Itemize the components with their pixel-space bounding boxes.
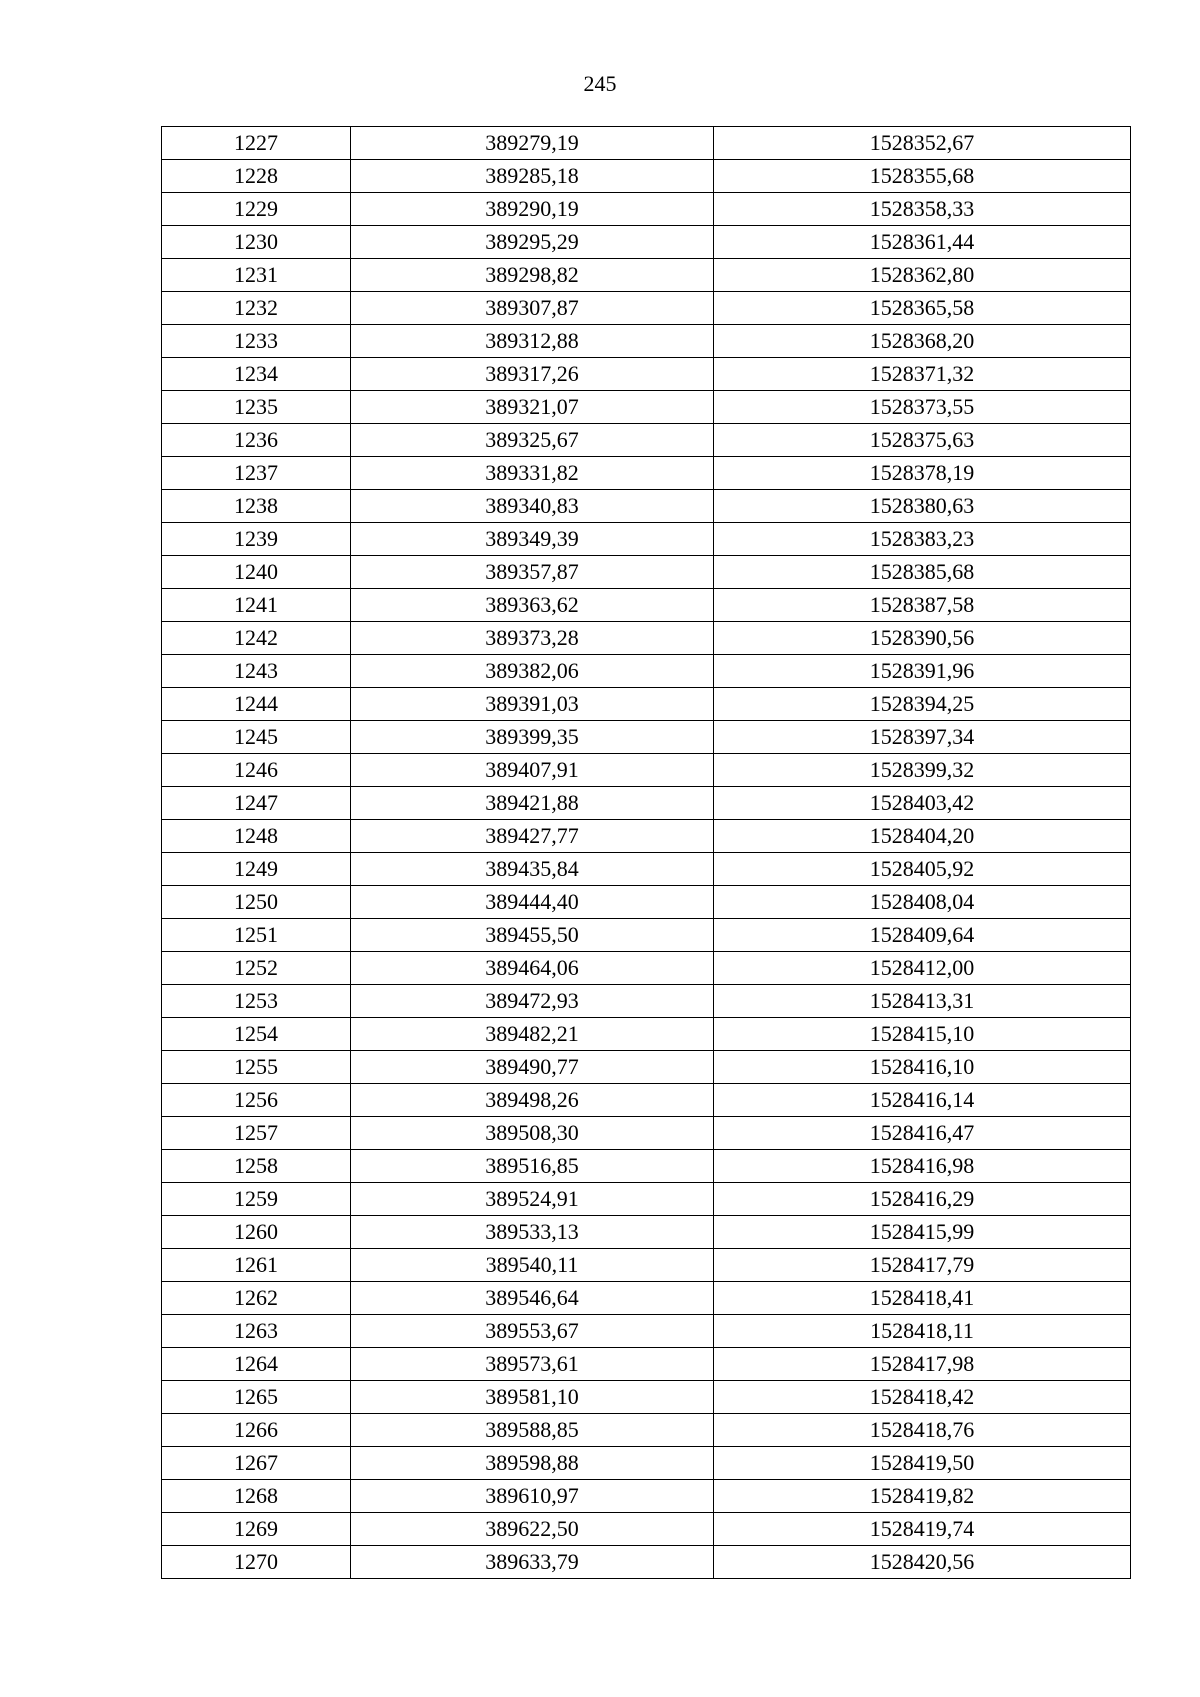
point-number-cell: 1259 — [162, 1183, 351, 1216]
y-coordinate-cell: 1528417,98 — [714, 1348, 1131, 1381]
x-coordinate-cell: 389482,21 — [351, 1018, 714, 1051]
y-coordinate-cell: 1528405,92 — [714, 853, 1131, 886]
y-coordinate-cell: 1528417,79 — [714, 1249, 1131, 1282]
y-coordinate-cell: 1528418,41 — [714, 1282, 1131, 1315]
point-number-cell: 1268 — [162, 1480, 351, 1513]
x-coordinate-cell: 389373,28 — [351, 622, 714, 655]
point-number-cell: 1243 — [162, 655, 351, 688]
x-coordinate-cell: 389472,93 — [351, 985, 714, 1018]
table-row — [162, 556, 1131, 589]
x-coordinate-cell: 389588,85 — [351, 1414, 714, 1447]
point-number-cell: 1229 — [162, 193, 351, 226]
x-coordinate-cell: 389464,06 — [351, 952, 714, 985]
table-row — [162, 1447, 1131, 1480]
point-number-cell: 1239 — [162, 523, 351, 556]
x-coordinate-cell: 389285,18 — [351, 160, 714, 193]
point-number-cell: 1254 — [162, 1018, 351, 1051]
point-number-cell: 1249 — [162, 853, 351, 886]
point-number-cell: 1257 — [162, 1117, 351, 1150]
x-coordinate-cell: 389382,06 — [351, 655, 714, 688]
x-coordinate-cell: 389490,77 — [351, 1051, 714, 1084]
y-coordinate-cell: 1528412,00 — [714, 952, 1131, 985]
table-row — [162, 622, 1131, 655]
point-number-cell: 1233 — [162, 325, 351, 358]
table-row — [162, 1117, 1131, 1150]
page-number: 245 — [583, 71, 617, 96]
y-coordinate-cell: 1528383,23 — [714, 523, 1131, 556]
table-row — [162, 424, 1131, 457]
point-number-cell: 1253 — [162, 985, 351, 1018]
y-coordinate-cell: 1528415,10 — [714, 1018, 1131, 1051]
x-coordinate-cell: 389290,19 — [351, 193, 714, 226]
y-coordinate-cell: 1528403,42 — [714, 787, 1131, 820]
y-coordinate-cell: 1528373,55 — [714, 391, 1131, 424]
point-number-cell: 1264 — [162, 1348, 351, 1381]
x-coordinate-cell: 389407,91 — [351, 754, 714, 787]
y-coordinate-cell: 1528418,11 — [714, 1315, 1131, 1348]
point-number-cell: 1241 — [162, 589, 351, 622]
x-coordinate-cell: 389553,67 — [351, 1315, 714, 1348]
table-row — [162, 1084, 1131, 1117]
table-row — [162, 886, 1131, 919]
point-number-cell: 1238 — [162, 490, 351, 523]
table-row — [162, 1183, 1131, 1216]
y-coordinate-cell: 1528413,31 — [714, 985, 1131, 1018]
table-row — [162, 589, 1131, 622]
x-coordinate-cell: 389399,35 — [351, 721, 714, 754]
y-coordinate-cell: 1528391,96 — [714, 655, 1131, 688]
table-row — [162, 1348, 1131, 1381]
x-coordinate-cell: 389633,79 — [351, 1546, 714, 1579]
table-row — [162, 1315, 1131, 1348]
x-coordinate-cell: 389325,67 — [351, 424, 714, 457]
y-coordinate-cell: 1528378,19 — [714, 457, 1131, 490]
point-number-cell: 1270 — [162, 1546, 351, 1579]
point-number-cell: 1245 — [162, 721, 351, 754]
table-row — [162, 853, 1131, 886]
x-coordinate-cell: 389598,88 — [351, 1447, 714, 1480]
table-row — [162, 391, 1131, 424]
point-number-cell: 1255 — [162, 1051, 351, 1084]
x-coordinate-cell: 389498,26 — [351, 1084, 714, 1117]
table-row — [162, 1282, 1131, 1315]
y-coordinate-cell: 1528387,58 — [714, 589, 1131, 622]
y-coordinate-cell: 1528365,58 — [714, 292, 1131, 325]
point-number-cell: 1248 — [162, 820, 351, 853]
y-coordinate-cell: 1528394,25 — [714, 688, 1131, 721]
x-coordinate-cell: 389421,88 — [351, 787, 714, 820]
point-number-cell: 1236 — [162, 424, 351, 457]
table-row — [162, 1381, 1131, 1414]
point-number-cell: 1234 — [162, 358, 351, 391]
y-coordinate-cell: 1528416,47 — [714, 1117, 1131, 1150]
point-number-cell: 1232 — [162, 292, 351, 325]
x-coordinate-cell: 389516,85 — [351, 1150, 714, 1183]
y-coordinate-cell: 1528404,20 — [714, 820, 1131, 853]
coordinates-table — [161, 126, 1131, 1579]
table-row — [162, 721, 1131, 754]
table-row — [162, 490, 1131, 523]
point-number-cell: 1235 — [162, 391, 351, 424]
point-number-cell: 1242 — [162, 622, 351, 655]
x-coordinate-cell: 389317,26 — [351, 358, 714, 391]
y-coordinate-cell: 1528368,20 — [714, 325, 1131, 358]
y-coordinate-cell: 1528418,42 — [714, 1381, 1131, 1414]
y-coordinate-cell: 1528361,44 — [714, 226, 1131, 259]
x-coordinate-cell: 389455,50 — [351, 919, 714, 952]
point-number-cell: 1263 — [162, 1315, 351, 1348]
y-coordinate-cell: 1528390,56 — [714, 622, 1131, 655]
y-coordinate-cell: 1528375,63 — [714, 424, 1131, 457]
table-row — [162, 457, 1131, 490]
y-coordinate-cell: 1528419,82 — [714, 1480, 1131, 1513]
table-row — [162, 523, 1131, 556]
x-coordinate-cell: 389312,88 — [351, 325, 714, 358]
x-coordinate-cell: 389331,82 — [351, 457, 714, 490]
table-row — [162, 787, 1131, 820]
point-number-cell: 1227 — [162, 127, 351, 160]
y-coordinate-cell: 1528418,76 — [714, 1414, 1131, 1447]
table-row — [162, 1150, 1131, 1183]
point-number-cell: 1247 — [162, 787, 351, 820]
table-row — [162, 754, 1131, 787]
table-row — [162, 1480, 1131, 1513]
x-coordinate-cell: 389298,82 — [351, 259, 714, 292]
point-number-cell: 1251 — [162, 919, 351, 952]
point-number-cell: 1261 — [162, 1249, 351, 1282]
table-row — [162, 1018, 1131, 1051]
x-coordinate-cell: 389573,61 — [351, 1348, 714, 1381]
x-coordinate-cell: 389295,29 — [351, 226, 714, 259]
point-number-cell: 1250 — [162, 886, 351, 919]
table-row — [162, 688, 1131, 721]
y-coordinate-cell: 1528416,10 — [714, 1051, 1131, 1084]
coordinates-table-body — [162, 127, 1131, 1579]
point-number-cell: 1231 — [162, 259, 351, 292]
y-coordinate-cell: 1528399,32 — [714, 754, 1131, 787]
x-coordinate-cell: 389508,30 — [351, 1117, 714, 1150]
x-coordinate-cell: 389279,19 — [351, 127, 714, 160]
x-coordinate-cell: 389533,13 — [351, 1216, 714, 1249]
table-row — [162, 358, 1131, 391]
x-coordinate-cell: 389610,97 — [351, 1480, 714, 1513]
y-coordinate-cell: 1528355,68 — [714, 160, 1131, 193]
x-coordinate-cell: 389444,40 — [351, 886, 714, 919]
y-coordinate-cell: 1528352,67 — [714, 127, 1131, 160]
table-row — [162, 952, 1131, 985]
y-coordinate-cell: 1528380,63 — [714, 490, 1131, 523]
y-coordinate-cell: 1528408,04 — [714, 886, 1131, 919]
point-number-cell: 1262 — [162, 1282, 351, 1315]
point-number-cell: 1256 — [162, 1084, 351, 1117]
y-coordinate-cell: 1528362,80 — [714, 259, 1131, 292]
table-row — [162, 1546, 1131, 1579]
table-row — [162, 820, 1131, 853]
x-coordinate-cell: 389524,91 — [351, 1183, 714, 1216]
x-coordinate-cell: 389540,11 — [351, 1249, 714, 1282]
table-row — [162, 292, 1131, 325]
y-coordinate-cell: 1528419,74 — [714, 1513, 1131, 1546]
point-number-cell: 1244 — [162, 688, 351, 721]
table-row — [162, 226, 1131, 259]
point-number-cell: 1252 — [162, 952, 351, 985]
point-number-cell: 1260 — [162, 1216, 351, 1249]
y-coordinate-cell: 1528419,50 — [714, 1447, 1131, 1480]
x-coordinate-cell: 389340,83 — [351, 490, 714, 523]
point-number-cell: 1258 — [162, 1150, 351, 1183]
table-row — [162, 1216, 1131, 1249]
x-coordinate-cell: 389321,07 — [351, 391, 714, 424]
point-number-cell: 1269 — [162, 1513, 351, 1546]
table-row — [162, 1051, 1131, 1084]
y-coordinate-cell: 1528420,56 — [714, 1546, 1131, 1579]
table-row — [162, 259, 1131, 292]
y-coordinate-cell: 1528371,32 — [714, 358, 1131, 391]
x-coordinate-cell: 389546,64 — [351, 1282, 714, 1315]
x-coordinate-cell: 389391,03 — [351, 688, 714, 721]
x-coordinate-cell: 389349,39 — [351, 523, 714, 556]
y-coordinate-cell: 1528416,98 — [714, 1150, 1131, 1183]
x-coordinate-cell: 389581,10 — [351, 1381, 714, 1414]
x-coordinate-cell: 389435,84 — [351, 853, 714, 886]
x-coordinate-cell: 389307,87 — [351, 292, 714, 325]
y-coordinate-cell: 1528409,64 — [714, 919, 1131, 952]
x-coordinate-cell: 389357,87 — [351, 556, 714, 589]
point-number-cell: 1266 — [162, 1414, 351, 1447]
y-coordinate-cell: 1528416,14 — [714, 1084, 1131, 1117]
point-number-cell: 1267 — [162, 1447, 351, 1480]
table-row — [162, 325, 1131, 358]
point-number-cell: 1228 — [162, 160, 351, 193]
table-row — [162, 919, 1131, 952]
x-coordinate-cell: 389427,77 — [351, 820, 714, 853]
x-coordinate-cell: 389363,62 — [351, 589, 714, 622]
table-row — [162, 1513, 1131, 1546]
table-row — [162, 655, 1131, 688]
y-coordinate-cell: 1528397,34 — [714, 721, 1131, 754]
y-coordinate-cell: 1528416,29 — [714, 1183, 1131, 1216]
point-number-cell: 1230 — [162, 226, 351, 259]
y-coordinate-cell: 1528358,33 — [714, 193, 1131, 226]
table-row — [162, 1249, 1131, 1282]
table-row — [162, 193, 1131, 226]
table-row — [162, 160, 1131, 193]
point-number-cell: 1265 — [162, 1381, 351, 1414]
table-row — [162, 985, 1131, 1018]
x-coordinate-cell: 389622,50 — [351, 1513, 714, 1546]
table-row — [162, 127, 1131, 160]
y-coordinate-cell: 1528385,68 — [714, 556, 1131, 589]
table-row — [162, 1414, 1131, 1447]
point-number-cell: 1246 — [162, 754, 351, 787]
y-coordinate-cell: 1528415,99 — [714, 1216, 1131, 1249]
point-number-cell: 1237 — [162, 457, 351, 490]
point-number-cell: 1240 — [162, 556, 351, 589]
